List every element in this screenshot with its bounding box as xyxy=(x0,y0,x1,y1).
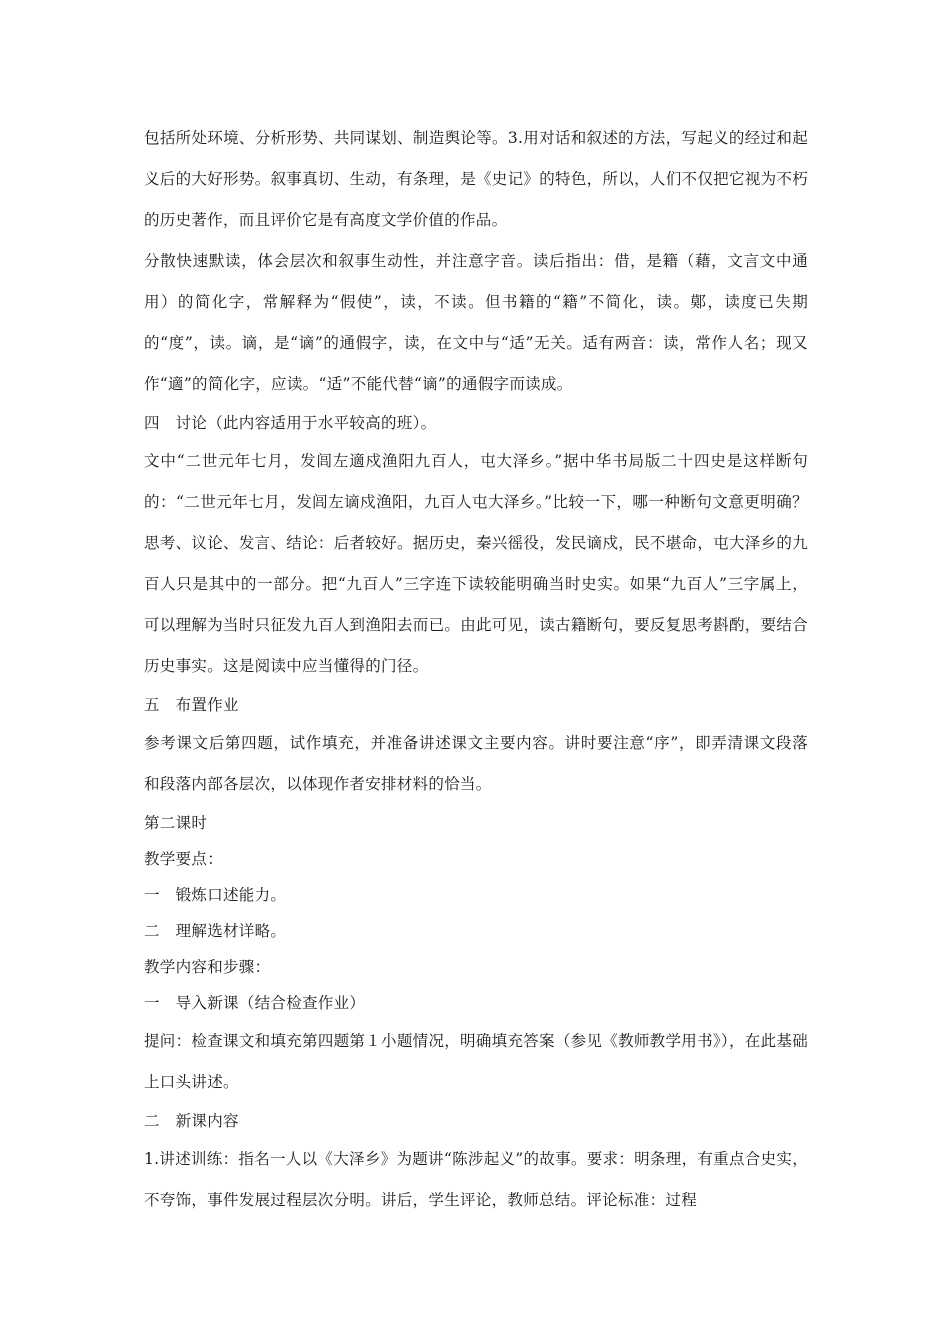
paragraph-narration-training: 1.讲述训练：指名一人以《大泽乡》为题讲“陈涉起义”的故事。要求：明条理，有重点合史实，不夸饰，事件发展过程层次分明。讲后，学生评论，教师总结。评论标准：过程 xyxy=(144,1150,808,1209)
section-heading-intro-lesson: 一 导入新课（结合检查作业） xyxy=(144,994,366,1012)
document-page xyxy=(144,118,808,1221)
heading-content-steps: 教学内容和步骤： xyxy=(144,958,271,976)
section-heading-discussion: 四 讨论（此内容适用于水平较高的班）。 xyxy=(144,414,437,432)
paragraph-homework: 参考课文后第四题，试作填充，并准备讲述课文主要内容。讲时要注意“序”，即弄清课文段落和段落内部各层次，以体现作者安排材料的恰当。 xyxy=(144,734,808,793)
paragraph-question: 提问：检查课文和填充第四题第１小题情况，明确填充答案（参见《教师教学用书》），在此基础上口头讲述。 xyxy=(144,1032,808,1091)
heading-teaching-points: 教学要点： xyxy=(144,850,224,868)
section-heading-homework: 五 布置作业 xyxy=(144,696,239,714)
list-item-point-1: 一 锻炼口述能力。 xyxy=(144,886,287,904)
list-item-point-2: 二 理解选材详略。 xyxy=(144,922,287,940)
heading-second-lesson: 第二课时 xyxy=(144,814,208,832)
section-heading-new-lesson: 二 新课内容 xyxy=(144,1112,239,1130)
paragraph-discussion: 文中“二世元年七月，发闾左適戍渔阳九百人，屯大泽乡。”据中华书局版二十四史是这样断句的：“二世元年七月，发闾左谪戍渔阳，九百人屯大泽乡。”比较一下，哪一种断句文意更明确？思考、议论、发言、结论：后者较好。据历史，秦兴徭役，发民谪戍，民不堪命，屯大泽乡的九百人只是其中的一部分。把“九百人”三字连下读较能明确当时史实。如果“九百人”三字属上，可以理解为当时只征发九百人到渔阳去而已。由此可见，读古籍断句，要反复思考斟酌，要结合历史事实。这是阅读中应当懂得的门径。 xyxy=(144,452,808,675)
paragraph-silent-reading: 分散快速默读，体会层次和叙事生动性，并注意字音。读后指出：借，是籍（藉，文言文中通用）的简化字，常解释为“假使”，读，不读。但书籍的“籍”不简化，读。鄚，读度已失期的“度”，读。谪，是“谪”的通假字，读，在文中与“适”无关。适有两音：读，常作人名；现又作“適”的简化字，应读。“适”不能代替“谪”的通假字而读成。 xyxy=(144,252,808,393)
paragraph-intro-summary: 包括所处环境、分析形势、共同谋划、制造舆论等。3.用对话和叙述的方法，写起义的经过和起义后的大好形势。叙事真切、生动，有条理，是《史记》的特色，所以，人们不仅把它视为不朽的历史著作，而且评价它是有高度文学价值的作品。 xyxy=(144,129,808,229)
